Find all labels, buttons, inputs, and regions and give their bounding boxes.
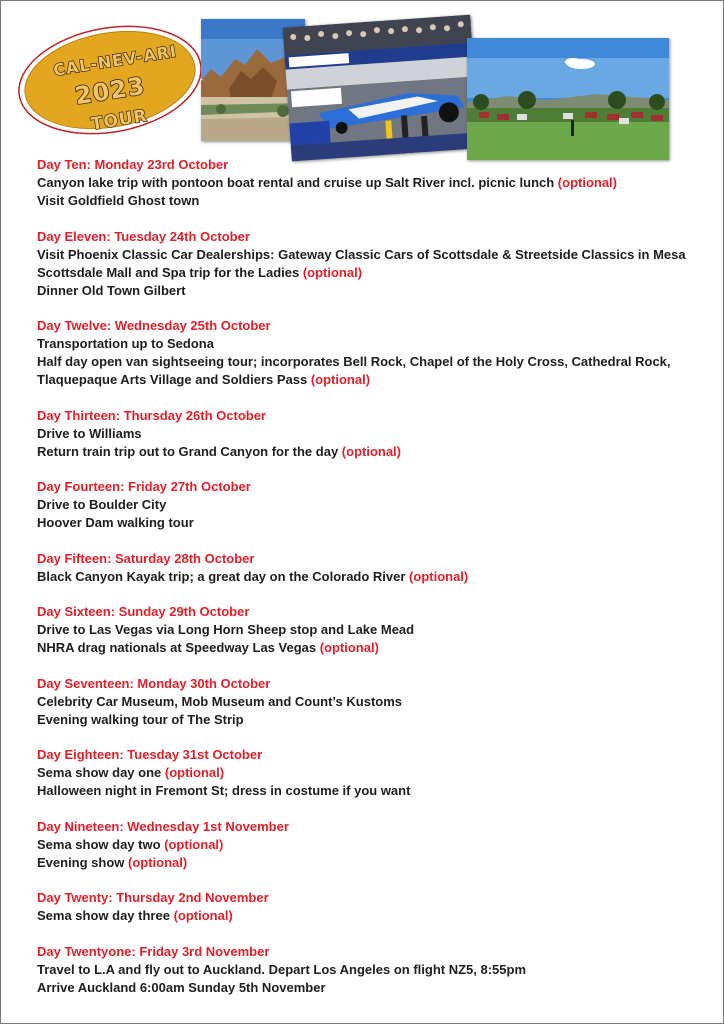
activity-line — [37, 496, 707, 514]
activity-text: Drive to Williams — [37, 425, 142, 441]
activity-line — [37, 371, 707, 389]
drag-race-photo — [283, 15, 480, 162]
activity-line — [37, 979, 707, 997]
day-title: Day Twenty: Thursday 2nd November — [37, 890, 269, 905]
tour-logo — [15, 23, 205, 146]
optional-tag: (optional) — [164, 836, 224, 852]
activity-line — [37, 246, 707, 264]
activity-line — [37, 282, 707, 300]
optional-tag: (optional) — [173, 908, 233, 923]
day-block — [37, 228, 707, 300]
activity-text: Transportation up to Sedona — [37, 336, 214, 351]
day-title: Day Seventeen: Monday 30th October — [37, 675, 271, 691]
activity-text: Black Canyon Kayak trip; a great day on the Colorado River — [37, 568, 410, 584]
activity-text: Halloween night in Fremont St; dress in costume if you want — [37, 783, 411, 798]
day-block — [37, 889, 707, 925]
day-block — [37, 746, 707, 800]
day-title: Day Ten: Monday 23rd October — [37, 157, 229, 172]
activity-text: Visit Phoenix Classic Car Dealerships: Gateway Classic Cars of Scottsdale & Streetside Classics in Mesa — [37, 246, 686, 262]
day-title: Day Eleven: Tuesday 24th October — [37, 228, 250, 244]
itinerary-list — [37, 156, 707, 1014]
activity-text: Arrive Auckland 6:00am Sunday 5th November — [37, 979, 326, 995]
optional-tag: (optional) — [557, 175, 618, 190]
activity-text: Canyon lake trip with pontoon boat rental and cruise up Salt River incl. picnic lunch — [37, 175, 558, 190]
activity-line — [37, 961, 707, 979]
activity-line — [37, 711, 707, 729]
activity-text: Drive to Boulder City — [37, 497, 167, 512]
activity-line — [37, 639, 707, 657]
activity-text: Dinner Old Town Gilbert — [37, 282, 186, 298]
activity-line — [37, 907, 707, 925]
optional-tag: (optional) — [302, 264, 363, 280]
day-block — [37, 675, 707, 729]
activity-text: Travel to L.A and fly out to Auckland. Depart Los Angeles on flight NZ5, 8:55pm — [37, 961, 526, 977]
day-title: Day Fourteen: Friday 27th October — [37, 479, 251, 494]
day-block — [37, 943, 707, 997]
activity-text: NHRA drag nationals at Speedway Las Vegas — [37, 640, 320, 655]
activity-text: Half day open van sightseeing tour; incorporates Bell Rock, Chapel of the Holy Cross, Cathedral Rock, — [37, 354, 671, 369]
day-title: Day Eighteen: Tuesday 31st October — [37, 747, 263, 762]
activity-line — [37, 782, 707, 800]
activity-text: Sema show day two — [37, 836, 165, 852]
activity-text: Sema show day three — [37, 908, 174, 923]
activity-line — [37, 836, 707, 854]
day-block — [37, 317, 707, 389]
optional-tag: (optional) — [164, 765, 225, 780]
activity-line — [37, 174, 707, 192]
optional-tag: (optional) — [341, 443, 402, 459]
activity-text: Sema show day one — [37, 765, 165, 780]
activity-text: Evening show — [37, 854, 129, 870]
day-block — [37, 603, 707, 657]
activity-line — [37, 425, 707, 443]
car-show-field-photo — [467, 38, 669, 160]
day-title: Day Nineteen: Wednesday 1st November — [37, 818, 289, 834]
optional-tag: (optional) — [310, 372, 371, 387]
optional-tag: (optional) — [319, 640, 379, 655]
activity-line — [37, 764, 707, 782]
day-title: Day Thirteen: Thursday 26th October — [37, 407, 266, 423]
day-block — [37, 818, 707, 872]
activity-line — [37, 621, 707, 639]
activity-line — [37, 693, 707, 711]
day-block — [37, 478, 707, 532]
activity-line — [37, 514, 707, 532]
activity-line — [37, 192, 707, 210]
day-block — [37, 550, 707, 586]
activity-line — [37, 443, 707, 461]
optional-tag: (optional) — [128, 854, 188, 870]
activity-line — [37, 568, 707, 586]
optional-tag: (optional) — [409, 568, 469, 584]
activity-text: Scottsdale Mall and Spa trip for the Ladies — [37, 264, 303, 280]
activity-text: Evening walking tour of The Strip — [37, 711, 244, 727]
day-block — [37, 407, 707, 461]
activity-text: Celebrity Car Museum, Mob Museum and Count’s Kustoms — [37, 693, 403, 709]
logo-line3: TOUR — [89, 105, 150, 135]
day-title: Day Fifteen: Saturday 28th October — [37, 550, 255, 566]
logo-line1: CAL-NEV-ARI — [51, 41, 179, 80]
day-title: Day Twelve: Wednesday 25th October — [37, 318, 271, 333]
activity-text: Hoover Dam walking tour — [37, 515, 194, 530]
activity-line — [37, 335, 707, 353]
activity-text: Drive to Las Vegas via Long Horn Sheep stop and Lake Mead — [37, 622, 415, 637]
day-title: Day Twentyone: Friday 3rd November — [37, 943, 270, 959]
day-block — [37, 156, 707, 210]
logo-line2: 2023 — [72, 71, 148, 111]
activity-text: Visit Goldfield Ghost town — [37, 193, 200, 208]
activity-text: Tlaquepaque Arts Village and Soldiers Pass — [37, 372, 311, 387]
day-title: Day Sixteen: Sunday 29th October — [37, 604, 250, 619]
activity-line — [37, 854, 707, 872]
activity-line — [37, 353, 707, 371]
activity-line — [37, 264, 707, 282]
activity-text: Return train trip out to Grand Canyon for the day — [37, 443, 342, 459]
